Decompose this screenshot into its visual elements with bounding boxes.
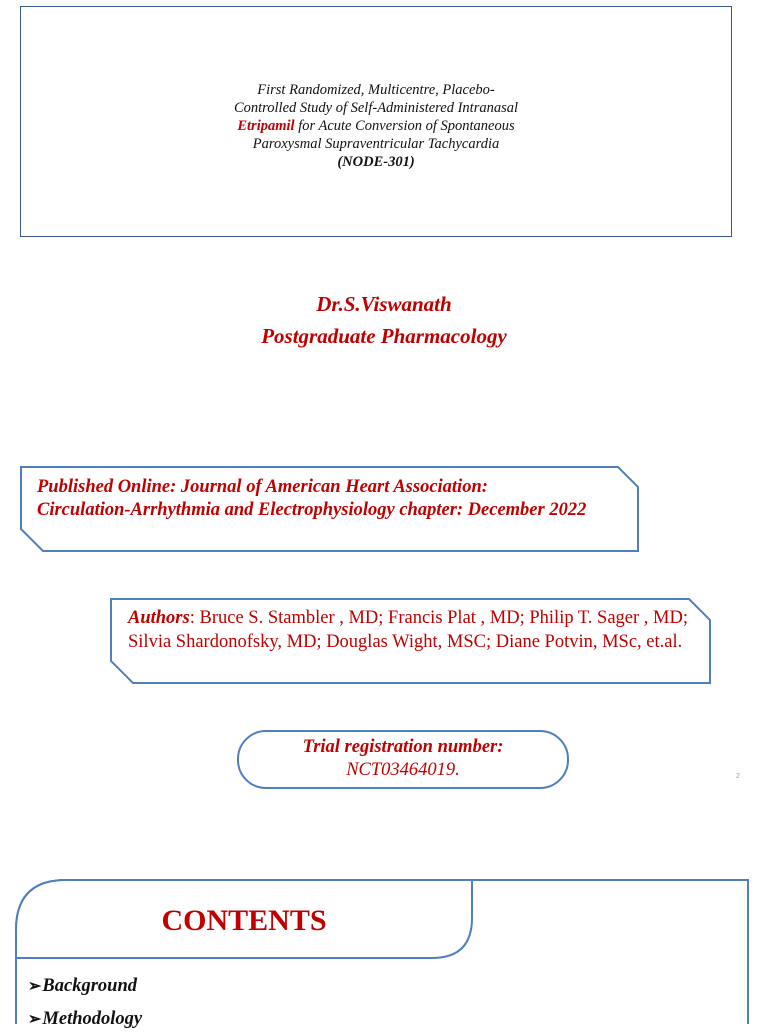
page-number: 2 — [736, 773, 740, 780]
contents-item-label: Background — [42, 976, 137, 996]
publication-text — [37, 476, 627, 522]
contents-title: CONTENTS — [161, 904, 327, 937]
contents-item-label: Methodology — [42, 1009, 143, 1029]
authors-list: : Bruce S. Stambler , MD; Francis Plat , MD; Philip T. Sager , MD; Silvia Shardonofsky, MD; Douglas Wight, MSC; Diane Potvin, MSc, et.al. — [128, 608, 688, 652]
title-line-2: Controlled Study of Self-Administered Intranasal — [233, 100, 519, 116]
contents-item-background — [28, 970, 142, 1003]
trial-number: NCT03464019. — [346, 760, 460, 780]
title-line-4: Paroxysmal Supraventricular Tachycardia — [252, 136, 500, 152]
publication-line-2: Circulation-Arrhythmia and Electrophysiology chapter: December 2022 — [37, 500, 587, 520]
arrowhead-bullet-icon: ➢ — [28, 978, 42, 995]
arrowhead-bullet-icon: ➢ — [28, 1011, 42, 1028]
authors-label: Authors — [128, 608, 190, 628]
presenter-department: Postgraduate Pharmacology — [261, 324, 507, 348]
presenter-name: Dr.S.Viswanath — [316, 292, 452, 316]
contents-item-methodology — [28, 1003, 142, 1036]
contents-list — [28, 970, 142, 1036]
title-line-1: First Randomized, Multicentre, Placebo- — [257, 82, 495, 98]
drug-name: Etripamil — [237, 118, 295, 134]
trial-code: (NODE-301) — [337, 154, 415, 170]
authors-text — [128, 607, 698, 654]
title-line-3-rest: for Acute Conversion of Spontaneous — [294, 118, 515, 134]
publication-line-1: Published Online: Journal of American Heart Association: — [37, 477, 488, 497]
trial-registration — [238, 736, 568, 782]
trial-label: Trial registration number: — [302, 737, 504, 757]
